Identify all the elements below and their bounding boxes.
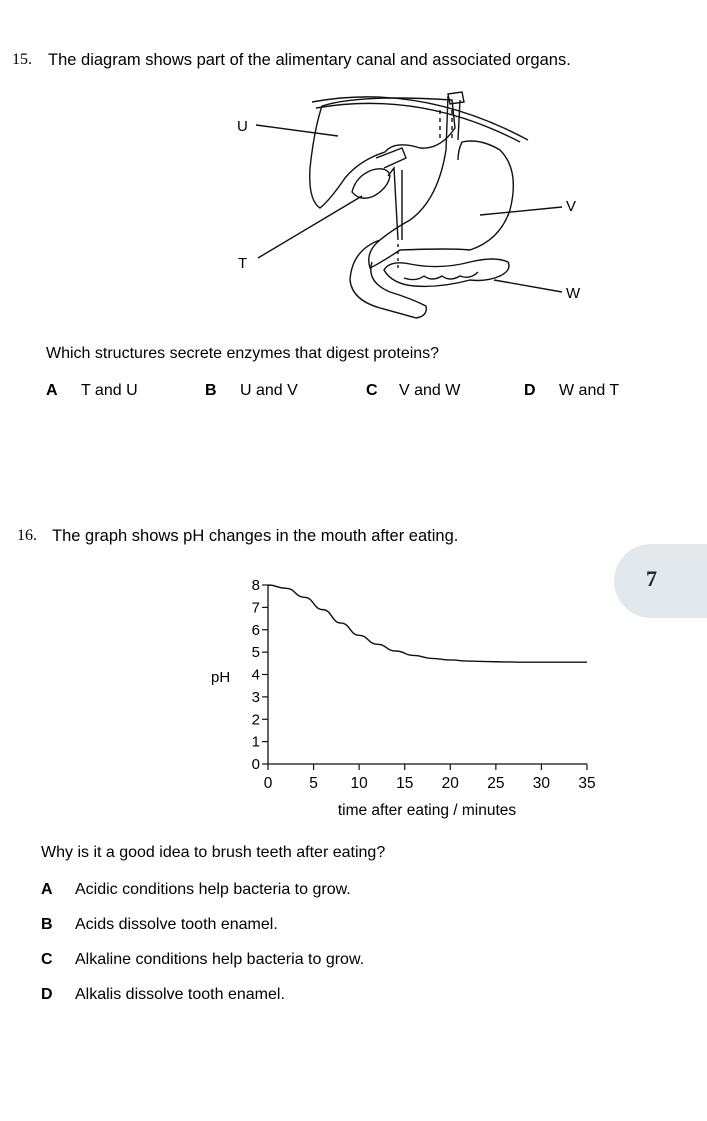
label-line-t <box>258 196 362 258</box>
pancreas <box>384 259 509 286</box>
q16-option-d-letter: D <box>41 986 53 1003</box>
label-v: V <box>566 198 577 215</box>
q16-option-b-text: Acids dissolve tooth enamel. <box>75 916 278 933</box>
question-number-16: 16. <box>17 527 37 544</box>
x-tick-label: 25 <box>487 775 505 792</box>
y-tick-label: 3 <box>251 688 260 706</box>
question-number-15: 15. <box>12 51 32 68</box>
y-tick-label: 0 <box>251 756 260 773</box>
y-tick-label: 8 <box>251 577 260 594</box>
question-15-prompt: Which structures secrete enzymes that digest proteins? <box>46 345 440 362</box>
q15-option-b-text: U and V <box>240 382 298 399</box>
x-tick-label: 30 <box>532 775 551 792</box>
label-w: W <box>566 285 581 302</box>
y-tick-label: 2 <box>251 711 260 729</box>
x-tick-label: 20 <box>441 775 459 792</box>
alimentary-canal-diagram <box>0 0 707 340</box>
x-tick-label: 5 <box>309 775 318 792</box>
y-tick-label: 6 <box>251 621 260 639</box>
x-tick-label: 35 <box>578 775 596 792</box>
label-u: U <box>237 118 248 135</box>
q16-option-c-letter: C <box>41 951 53 968</box>
x-tick-label: 15 <box>396 775 414 792</box>
y-axis-label: pH <box>211 669 231 686</box>
q15-option-a-text: T and U <box>81 382 138 399</box>
q16-option-b-letter: B <box>41 916 53 933</box>
q15-option-c-text: V and W <box>399 382 461 399</box>
q15-option-d-letter: D <box>524 382 536 399</box>
question-16-stem: The graph shows pH changes in the mouth after eating. <box>52 527 459 545</box>
y-tick-label: 1 <box>251 733 260 751</box>
y-tick-label: 5 <box>251 644 260 662</box>
question-15-stem: The diagram shows part of the alimentary canal and associated organs. <box>48 51 571 69</box>
page-number: 7 <box>646 566 657 591</box>
label-t: T <box>238 255 248 272</box>
gall-bladder <box>352 169 390 198</box>
diaphragm <box>312 97 528 140</box>
q15-option-d-text: W and T <box>559 382 620 399</box>
q16-option-c-text: Alkaline conditions help bacteria to grow. <box>75 951 365 968</box>
q16-option-a-text: Acidic conditions help bacteria to grow. <box>75 881 351 898</box>
x-axis-label: time after eating / minutes <box>337 802 517 819</box>
q16-option-d-text: Alkalis dissolve tooth enamel. <box>75 986 285 1003</box>
q15-option-c-letter: C <box>366 382 378 399</box>
question-16-prompt: Why is it a good idea to brush teeth after eating? <box>41 844 386 861</box>
y-tick-label: 4 <box>251 666 260 684</box>
y-tick-label: 7 <box>251 599 260 617</box>
q15-option-b-letter: B <box>205 382 217 399</box>
x-tick-label: 0 <box>263 775 273 792</box>
x-tick-label: 10 <box>350 775 368 792</box>
label-line-v <box>480 207 562 215</box>
label-line-w <box>494 280 562 292</box>
stomach <box>369 141 514 268</box>
q16-option-a-letter: A <box>41 881 53 898</box>
q15-option-a-letter: A <box>46 382 58 399</box>
ph-series-line <box>268 585 587 662</box>
label-line-u <box>256 125 338 136</box>
ph-chart <box>0 570 707 830</box>
